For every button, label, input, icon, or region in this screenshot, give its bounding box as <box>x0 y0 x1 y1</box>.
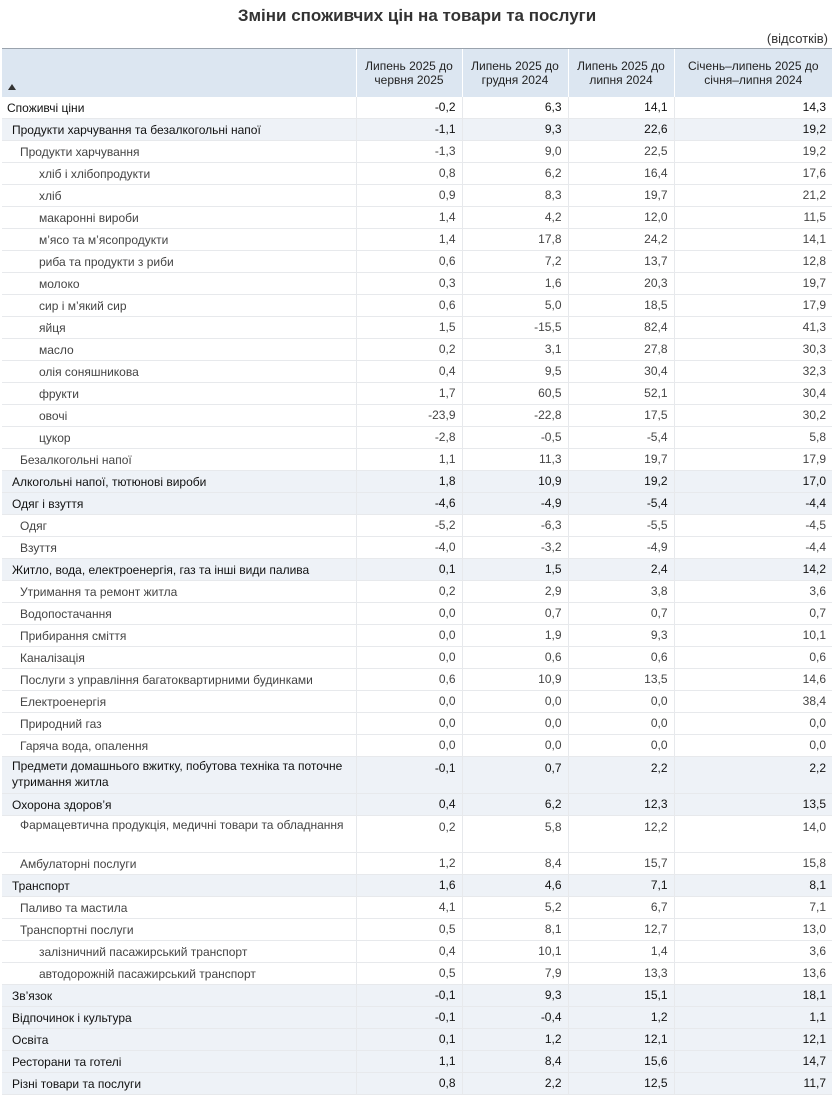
row-label: Фармацевтична продукція, медичні товари та обладнання <box>2 816 356 853</box>
value-cell: -0,5 <box>462 427 568 449</box>
value-cell: 7,1 <box>568 875 674 897</box>
row-label: Освіта <box>2 1029 356 1051</box>
row-label: Безалкогольні напої <box>2 449 356 471</box>
table-row <box>2 1051 832 1073</box>
table-row <box>2 919 832 941</box>
value-cell: 17,8 <box>462 229 568 251</box>
row-label: Одяг і взуття <box>2 493 356 515</box>
value-cell: 0,6 <box>356 251 462 273</box>
row-label: Ресторани та готелі <box>2 1051 356 1073</box>
value-cell: -5,2 <box>356 515 462 537</box>
table-row <box>2 1029 832 1051</box>
table-row <box>2 794 832 816</box>
value-cell: 15,6 <box>568 1051 674 1073</box>
row-label: Охорона здоров’я <box>2 794 356 816</box>
table-row <box>2 317 832 339</box>
value-cell: 21,2 <box>674 185 832 207</box>
value-cell: -1,3 <box>356 141 462 163</box>
value-cell: 6,3 <box>462 97 568 119</box>
value-cell: 0,0 <box>356 647 462 669</box>
row-label: молоко <box>2 273 356 295</box>
row-label: овочі <box>2 405 356 427</box>
value-cell: 12,5 <box>568 1073 674 1095</box>
table-row <box>2 581 832 603</box>
value-cell: 6,7 <box>568 897 674 919</box>
value-cell: 52,1 <box>568 383 674 405</box>
value-cell: 17,0 <box>674 471 832 493</box>
table-row <box>2 207 832 229</box>
value-cell: 14,7 <box>674 1051 832 1073</box>
row-label: риба та продукти з риби <box>2 251 356 273</box>
value-cell: -1,1 <box>356 119 462 141</box>
row-label: олія соняшникова <box>2 361 356 383</box>
value-cell: -0,2 <box>356 97 462 119</box>
value-cell: 17,6 <box>674 163 832 185</box>
row-label: Електроенергія <box>2 691 356 713</box>
table-row <box>2 97 832 119</box>
row-label: цукор <box>2 427 356 449</box>
value-cell: 30,4 <box>674 383 832 405</box>
value-cell: 0,8 <box>356 163 462 185</box>
value-cell: -0,1 <box>356 1007 462 1029</box>
value-cell: 1,2 <box>462 1029 568 1051</box>
row-label: Зв’язок <box>2 985 356 1007</box>
value-cell: 10,1 <box>674 625 832 647</box>
value-cell: 16,4 <box>568 163 674 185</box>
table-row <box>2 941 832 963</box>
value-cell: 0,2 <box>356 816 462 853</box>
value-cell: 1,2 <box>568 1007 674 1029</box>
value-cell: -15,5 <box>462 317 568 339</box>
row-label: Різні товари та послуги <box>2 1073 356 1095</box>
value-cell: 5,2 <box>462 897 568 919</box>
row-label: хліб <box>2 185 356 207</box>
value-cell: 27,8 <box>568 339 674 361</box>
row-label: Транспорт <box>2 875 356 897</box>
value-cell: 1,1 <box>674 1007 832 1029</box>
value-cell: 22,5 <box>568 141 674 163</box>
value-cell: 2,4 <box>568 559 674 581</box>
value-cell: 0,2 <box>356 581 462 603</box>
row-label: Каналізація <box>2 647 356 669</box>
table-row <box>2 963 832 985</box>
value-cell: 22,6 <box>568 119 674 141</box>
value-cell: 60,5 <box>462 383 568 405</box>
row-label: макаронні вироби <box>2 207 356 229</box>
value-cell: -2,8 <box>356 427 462 449</box>
row-label: яйця <box>2 317 356 339</box>
table-row <box>2 119 832 141</box>
value-cell: 2,2 <box>568 757 674 794</box>
value-cell: 0,0 <box>568 691 674 713</box>
value-cell: -4,6 <box>356 493 462 515</box>
value-cell: 0,0 <box>568 713 674 735</box>
table-row <box>2 713 832 735</box>
column-header[interactable]: Липень 2025 до грудня 2024 <box>462 49 568 98</box>
value-cell: 0,0 <box>356 625 462 647</box>
value-cell: 0,0 <box>462 691 568 713</box>
row-label: Продукти харчування <box>2 141 356 163</box>
table-row <box>2 691 832 713</box>
value-cell: 0,0 <box>356 603 462 625</box>
value-cell: 13,0 <box>674 919 832 941</box>
value-cell: -0,1 <box>356 757 462 794</box>
row-label: Утримання та ремонт житла <box>2 581 356 603</box>
value-cell: 9,3 <box>568 625 674 647</box>
row-label: Продукти харчування та безалкогольні напої <box>2 119 356 141</box>
value-cell: 4,6 <box>462 875 568 897</box>
row-label: фрукти <box>2 383 356 405</box>
value-cell: 32,3 <box>674 361 832 383</box>
table-row <box>2 493 832 515</box>
row-label: Транспортні послуги <box>2 919 356 941</box>
table-row <box>2 853 832 875</box>
table-row <box>2 361 832 383</box>
value-cell: 1,8 <box>356 471 462 493</box>
value-cell: 30,2 <box>674 405 832 427</box>
table-row <box>2 515 832 537</box>
value-cell: 30,4 <box>568 361 674 383</box>
row-label: м’ясо та м’ясопродукти <box>2 229 356 251</box>
value-cell: 0,5 <box>356 919 462 941</box>
value-cell: 3,1 <box>462 339 568 361</box>
row-label: Водопостачання <box>2 603 356 625</box>
value-cell: 0,0 <box>462 713 568 735</box>
value-cell: 1,4 <box>356 229 462 251</box>
row-label: автодорожній пасажирський транспорт <box>2 963 356 985</box>
table-row <box>2 875 832 897</box>
value-cell: 0,4 <box>356 794 462 816</box>
value-cell: 5,0 <box>462 295 568 317</box>
value-cell: 19,2 <box>568 471 674 493</box>
row-label: залізничний пасажирський транспорт <box>2 941 356 963</box>
unit-label: (відсотків) <box>766 31 828 46</box>
table-row <box>2 339 832 361</box>
value-cell: 9,5 <box>462 361 568 383</box>
value-cell: 0,0 <box>356 691 462 713</box>
value-cell: 0,2 <box>356 339 462 361</box>
row-label: Взуття <box>2 537 356 559</box>
value-cell: 9,3 <box>462 119 568 141</box>
value-cell: 1,4 <box>356 207 462 229</box>
value-cell: 6,2 <box>462 794 568 816</box>
value-cell: 1,5 <box>356 317 462 339</box>
value-cell: 8,3 <box>462 185 568 207</box>
value-cell: -5,4 <box>568 493 674 515</box>
value-cell: 7,1 <box>674 897 832 919</box>
table-body <box>2 97 832 1095</box>
value-cell: 7,9 <box>462 963 568 985</box>
row-label: Прибирання сміття <box>2 625 356 647</box>
value-cell: 0,0 <box>674 735 832 757</box>
value-cell: 19,7 <box>568 185 674 207</box>
value-cell: 3,6 <box>674 581 832 603</box>
value-cell: 9,0 <box>462 141 568 163</box>
value-cell: 19,7 <box>674 273 832 295</box>
value-cell: 0,7 <box>462 757 568 794</box>
table-row <box>2 647 832 669</box>
value-cell: 0,4 <box>356 941 462 963</box>
value-cell: 13,6 <box>674 963 832 985</box>
value-cell: 19,7 <box>568 449 674 471</box>
value-cell: 18,5 <box>568 295 674 317</box>
table-row <box>2 471 832 493</box>
value-cell: 38,4 <box>674 691 832 713</box>
value-cell: 6,2 <box>462 163 568 185</box>
sort-header[interactable] <box>2 49 356 98</box>
value-cell: 12,7 <box>568 919 674 941</box>
value-cell: 13,7 <box>568 251 674 273</box>
value-cell: 7,2 <box>462 251 568 273</box>
value-cell: -4,4 <box>674 537 832 559</box>
row-label: Алкогольні напої, тютюнові вироби <box>2 471 356 493</box>
value-cell: 14,3 <box>674 97 832 119</box>
value-cell: -4,4 <box>674 493 832 515</box>
row-label: Відпочинок і культура <box>2 1007 356 1029</box>
row-label: хліб і хлібопродукти <box>2 163 356 185</box>
value-cell: 8,4 <box>462 1051 568 1073</box>
value-cell: -23,9 <box>356 405 462 427</box>
value-cell: 0,0 <box>356 713 462 735</box>
value-cell: -5,5 <box>568 515 674 537</box>
value-cell: 12,8 <box>674 251 832 273</box>
column-header[interactable]: Липень 2025 до червня 2025 <box>356 49 462 98</box>
page-title: Зміни споживчих цін на товари та послуги <box>237 6 597 25</box>
value-cell: 0,6 <box>462 647 568 669</box>
value-cell: 1,9 <box>462 625 568 647</box>
row-label: Одяг <box>2 515 356 537</box>
row-label: Амбулаторні послуги <box>2 853 356 875</box>
table-row <box>2 757 832 794</box>
value-cell: 0,0 <box>568 735 674 757</box>
value-cell: 10,9 <box>462 471 568 493</box>
value-cell: 30,3 <box>674 339 832 361</box>
value-cell: 17,9 <box>674 449 832 471</box>
value-cell: 0,1 <box>356 1029 462 1051</box>
table-header-row <box>2 49 832 98</box>
value-cell: 82,4 <box>568 317 674 339</box>
row-label: Житло, вода, електроенергія, газ та інші види палива <box>2 559 356 581</box>
value-cell: 0,6 <box>568 647 674 669</box>
value-cell: 12,0 <box>568 207 674 229</box>
price-changes-table <box>2 48 832 1095</box>
value-cell: -3,2 <box>462 537 568 559</box>
value-cell: 12,1 <box>568 1029 674 1051</box>
value-cell: 1,4 <box>568 941 674 963</box>
value-cell: 13,3 <box>568 963 674 985</box>
table-row <box>2 427 832 449</box>
value-cell: 3,8 <box>568 581 674 603</box>
value-cell: 10,9 <box>462 669 568 691</box>
value-cell: 11,5 <box>674 207 832 229</box>
value-cell: -4,9 <box>568 537 674 559</box>
value-cell: -0,4 <box>462 1007 568 1029</box>
value-cell: 1,5 <box>462 559 568 581</box>
table-row <box>2 669 832 691</box>
value-cell: 14,1 <box>568 97 674 119</box>
value-cell: 20,3 <box>568 273 674 295</box>
value-cell: 4,2 <box>462 207 568 229</box>
value-cell: 41,3 <box>674 317 832 339</box>
value-cell: 17,5 <box>568 405 674 427</box>
value-cell: 10,1 <box>462 941 568 963</box>
table-row <box>2 816 832 853</box>
value-cell: 0,6 <box>674 647 832 669</box>
value-cell: 15,7 <box>568 853 674 875</box>
table-row <box>2 185 832 207</box>
value-cell: 11,3 <box>462 449 568 471</box>
value-cell: 13,5 <box>674 794 832 816</box>
value-cell: 19,2 <box>674 141 832 163</box>
value-cell: 14,1 <box>674 229 832 251</box>
value-cell: 0,9 <box>356 185 462 207</box>
value-cell: 0,6 <box>356 669 462 691</box>
table-row <box>2 897 832 919</box>
value-cell: 1,1 <box>356 449 462 471</box>
table-row <box>2 1007 832 1029</box>
value-cell: 13,5 <box>568 669 674 691</box>
row-label: сир і м’який сир <box>2 295 356 317</box>
value-cell: 0,7 <box>674 603 832 625</box>
value-cell: 0,8 <box>356 1073 462 1095</box>
value-cell: 15,8 <box>674 853 832 875</box>
value-cell: -6,3 <box>462 515 568 537</box>
value-cell: 0,4 <box>356 361 462 383</box>
value-cell: 11,7 <box>674 1073 832 1095</box>
value-cell: 2,2 <box>462 1073 568 1095</box>
value-cell: 8,4 <box>462 853 568 875</box>
row-label: Послуги з управління багатоквартирними будинками <box>2 669 356 691</box>
value-cell: 1,6 <box>356 875 462 897</box>
value-cell: 12,3 <box>568 794 674 816</box>
value-cell: -0,1 <box>356 985 462 1007</box>
value-cell: 0,7 <box>568 603 674 625</box>
table-row <box>2 449 832 471</box>
value-cell: 0,6 <box>356 295 462 317</box>
table-row <box>2 559 832 581</box>
value-cell: 14,0 <box>674 816 832 853</box>
table-row <box>2 625 832 647</box>
value-cell: 3,6 <box>674 941 832 963</box>
row-label: Гаряча вода, опалення <box>2 735 356 757</box>
value-cell: 24,2 <box>568 229 674 251</box>
table-row <box>2 735 832 757</box>
value-cell: 1,6 <box>462 273 568 295</box>
value-cell: 14,6 <box>674 669 832 691</box>
value-cell: 9,3 <box>462 985 568 1007</box>
row-label: Паливо та мастила <box>2 897 356 919</box>
value-cell: 0,0 <box>674 713 832 735</box>
row-label: Споживчі ціни <box>2 97 356 119</box>
value-cell: 17,9 <box>674 295 832 317</box>
value-cell: 18,1 <box>674 985 832 1007</box>
table-row <box>2 985 832 1007</box>
table-row <box>2 537 832 559</box>
table-row <box>2 603 832 625</box>
table-row <box>2 383 832 405</box>
value-cell: 15,1 <box>568 985 674 1007</box>
value-cell: 12,2 <box>568 816 674 853</box>
table-row <box>2 251 832 273</box>
table-row <box>2 141 832 163</box>
value-cell: -22,8 <box>462 405 568 427</box>
value-cell: 2,9 <box>462 581 568 603</box>
row-label: Предмети домашнього вжитку, побутова техніка та поточне утримання житла <box>2 757 356 794</box>
table-row <box>2 163 832 185</box>
sort-up-icon[interactable] <box>8 84 16 90</box>
value-cell: 1,1 <box>356 1051 462 1073</box>
column-header[interactable]: Січень–липень 2025 до січня–липня 2024 <box>674 49 832 98</box>
table-row <box>2 1073 832 1095</box>
value-cell: 0,1 <box>356 559 462 581</box>
value-cell: -4,9 <box>462 493 568 515</box>
table-row <box>2 295 832 317</box>
value-cell: 1,7 <box>356 383 462 405</box>
table-row <box>2 273 832 295</box>
value-cell: 4,1 <box>356 897 462 919</box>
value-cell: 12,1 <box>674 1029 832 1051</box>
value-cell: 0,0 <box>462 735 568 757</box>
value-cell: -4,0 <box>356 537 462 559</box>
value-cell: 8,1 <box>462 919 568 941</box>
table-row <box>2 229 832 251</box>
value-cell: -5,4 <box>568 427 674 449</box>
value-cell: 0,3 <box>356 273 462 295</box>
value-cell: 2,2 <box>674 757 832 794</box>
value-cell: -4,5 <box>674 515 832 537</box>
row-label: Природний газ <box>2 713 356 735</box>
row-label: масло <box>2 339 356 361</box>
value-cell: 14,2 <box>674 559 832 581</box>
value-cell: 5,8 <box>462 816 568 853</box>
value-cell: 1,2 <box>356 853 462 875</box>
value-cell: 8,1 <box>674 875 832 897</box>
value-cell: 0,7 <box>462 603 568 625</box>
value-cell: 5,8 <box>674 427 832 449</box>
column-header[interactable]: Липень 2025 до липня 2024 <box>568 49 674 98</box>
value-cell: 0,0 <box>356 735 462 757</box>
value-cell: 19,2 <box>674 119 832 141</box>
table-row <box>2 405 832 427</box>
value-cell: 0,5 <box>356 963 462 985</box>
